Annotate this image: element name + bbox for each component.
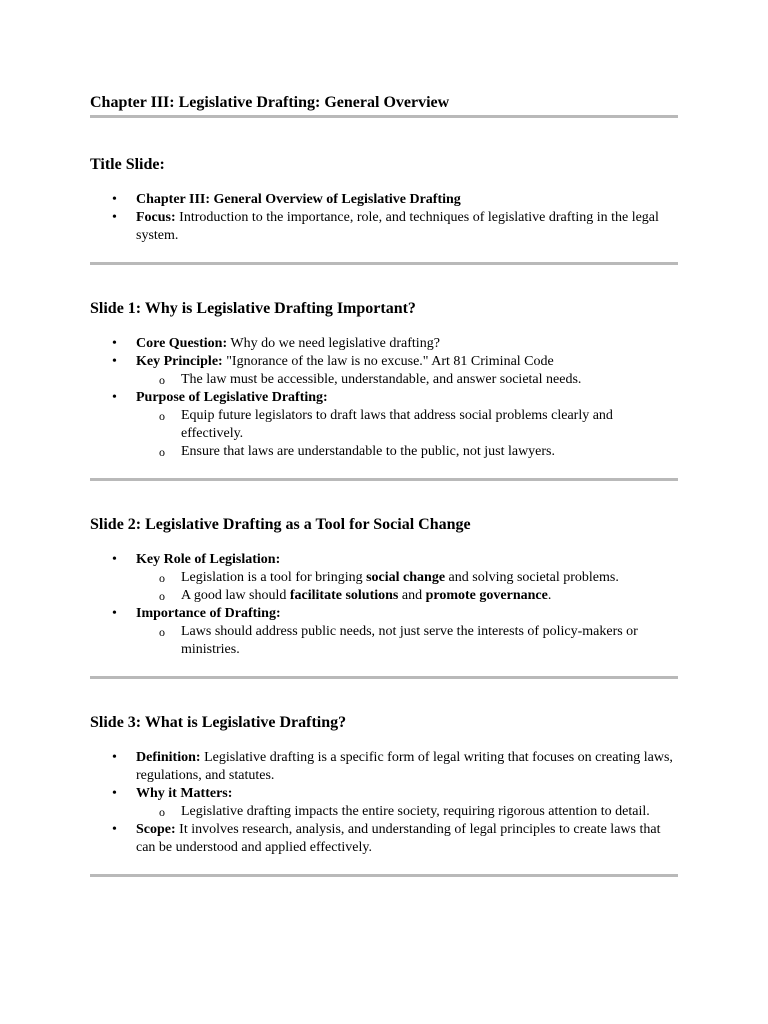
- list-item: [90, 749, 678, 785]
- text-run: Legislation is a tool for bringing: [181, 570, 367, 585]
- bullet-list: [90, 551, 678, 659]
- bullet-text: Why do we need legislative drafting?: [227, 336, 440, 351]
- list-item: [90, 335, 678, 353]
- bullet-label: Key Role of Legislation:: [136, 552, 281, 567]
- sub-list-item: [136, 587, 678, 605]
- bullet-list: [90, 749, 678, 857]
- section-heading: Slide 1: Why is Legislative Drafting Important?: [90, 300, 416, 317]
- list-item: [90, 353, 678, 389]
- section-slide-2: [90, 514, 678, 659]
- text-run: A good law should: [181, 588, 290, 603]
- bullet-label: Purpose of Legislative Drafting:: [136, 390, 328, 405]
- section-heading: Title Slide:: [90, 156, 165, 173]
- bullet-text: "Ignorance of the law is no excuse." Art 81 Criminal Code: [222, 354, 554, 369]
- emphasis-text: social change: [366, 570, 446, 585]
- list-item: [90, 389, 678, 461]
- section-divider: [90, 874, 678, 877]
- bullet-label: Focus:: [136, 210, 176, 225]
- section-slide-3: [90, 712, 678, 857]
- sub-list: [136, 407, 678, 461]
- bullet-label: Importance of Drafting:: [136, 606, 281, 621]
- sub-list-item: [136, 569, 678, 587]
- bullet-label: Scope:: [136, 822, 176, 837]
- list-item: [90, 605, 678, 659]
- sub-list: [136, 569, 678, 605]
- sub-list-item: o The law must be accessible, understandable, and answer societal needs.: [136, 371, 678, 389]
- list-item: [90, 551, 678, 605]
- section-heading: Slide 2: Legislative Drafting as a Tool for Social Change: [90, 516, 471, 533]
- emphasis-text: promote governance: [425, 588, 548, 603]
- bullet-text: Introduction to the importance, role, and techniques of legislative drafting in the legal system.: [136, 210, 659, 243]
- bullet-text: It involves research, analysis, and understanding of legal principles to create laws that can be understood and applied effectively.: [136, 822, 661, 855]
- list-item: [90, 191, 678, 209]
- document-title: Chapter III: Legislative Drafting: General Overview: [90, 92, 678, 118]
- bullet-label: Chapter III: General Overview of Legislative Drafting: [136, 192, 461, 207]
- bullet-label: Why it Matters:: [136, 786, 233, 801]
- section-heading: Slide 3: What is Legislative Drafting?: [90, 714, 347, 731]
- sub-list: [136, 371, 678, 389]
- sub-list-item: o Equip future legislators to draft laws that address social problems clearly and effectively.: [136, 407, 678, 443]
- bullet-label: Definition:: [136, 750, 201, 765]
- section-divider: [90, 676, 678, 679]
- sub-list: [136, 803, 678, 821]
- bullet-text: Legislative drafting is a specific form of legal writing that focuses on creating laws, regulations, and statutes.: [136, 750, 673, 783]
- bullet-list: [90, 335, 678, 461]
- bullet-list: [90, 191, 678, 245]
- list-item: [90, 209, 678, 245]
- list-item: [90, 821, 678, 857]
- section-divider: [90, 262, 678, 265]
- list-item: [90, 785, 678, 821]
- text-run: and solving societal problems.: [445, 570, 619, 585]
- sub-list: [136, 623, 678, 659]
- bullet-label: Key Principle:: [136, 354, 223, 369]
- text-run: .: [547, 588, 552, 603]
- section-divider: [90, 478, 678, 481]
- text-run: and: [398, 588, 426, 603]
- bullet-label: Core Question:: [136, 336, 228, 351]
- sub-list-item: o Ensure that laws are understandable to the public, not just lawyers.: [136, 443, 678, 461]
- sub-list-item: o Legislative drafting impacts the entire society, requiring rigorous attention to detail.: [136, 803, 678, 821]
- section-slide-1: [90, 298, 678, 461]
- sub-list-item: o Laws should address public needs, not just serve the interests of policy-makers or ministries.: [136, 623, 678, 659]
- section-title-slide: [90, 154, 678, 245]
- emphasis-text: facilitate solutions: [289, 588, 399, 603]
- document-content: [90, 92, 678, 877]
